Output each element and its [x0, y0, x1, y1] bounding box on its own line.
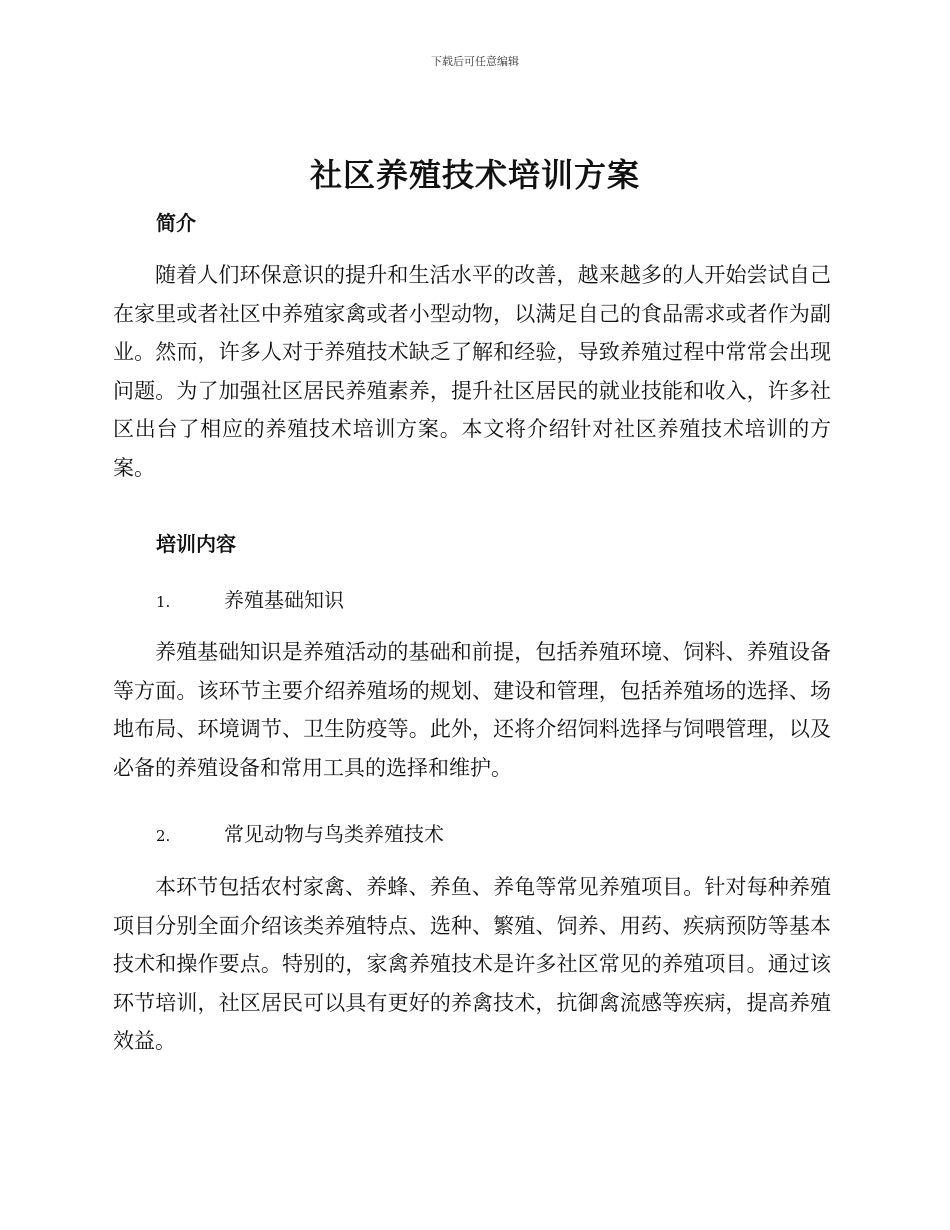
list-item-1	[156, 584, 344, 613]
list-item-2-title: 常见动物与鸟类养殖技术	[224, 822, 444, 846]
section-heading-content: 培训内容	[156, 532, 236, 556]
list-item-2	[156, 818, 444, 847]
item-1-paragraph: 养殖基础知识是养殖活动的基础和前提，包括养殖环境、饲料、养殖设备等方面。该环节主要介绍养殖场的规划、建设和管理，包括养殖场的选择、场地布局、环境调节、卫生防疫等。此外，还将介绍饲料选择与饲喂管理，以及必备的养殖设备和常用工具的选择和维护。	[113, 640, 831, 780]
intro-paragraph: 随着人们环保意识的提升和生活水平的改善，越来越多的人开始尝试自己在家里或者社区中养殖家禽或者小型动物，以满足自己的食品需求或者作为副业。然而，许多人对于养殖技术缺乏了解和经验，导致养殖过程中常常会出现问题。为了加强社区居民养殖素养，提升社区居民的就业技能和收入，许多社区出台了相应的养殖技术培训方案。本文将介绍针对社区养殖技术培训的方案。	[113, 263, 831, 480]
document-title: 社区养殖技术培训方案	[309, 156, 640, 194]
list-item-2-number: 2.	[156, 827, 171, 845]
list-item-1-title: 养殖基础知识	[224, 588, 344, 612]
item-2-paragraph: 本环节包括农村家禽、养蜂、养鱼、养龟等常见养殖项目。针对每种养殖项目分别全面介绍该类养殖特点、选种、繁殖、饲养、用药、疾病预防等基本技术和操作要点。特别的，家禽养殖技术是许多社区常见的养殖项目。通过该环节培训，社区居民可以具有更好的养禽技术，抗御禽流感等疾病，提高养殖效益。	[113, 875, 831, 1054]
page-header-note: 下载后可任意编辑	[431, 55, 519, 68]
section-heading-intro: 简介	[156, 211, 196, 235]
list-item-1-number: 1.	[156, 593, 171, 611]
